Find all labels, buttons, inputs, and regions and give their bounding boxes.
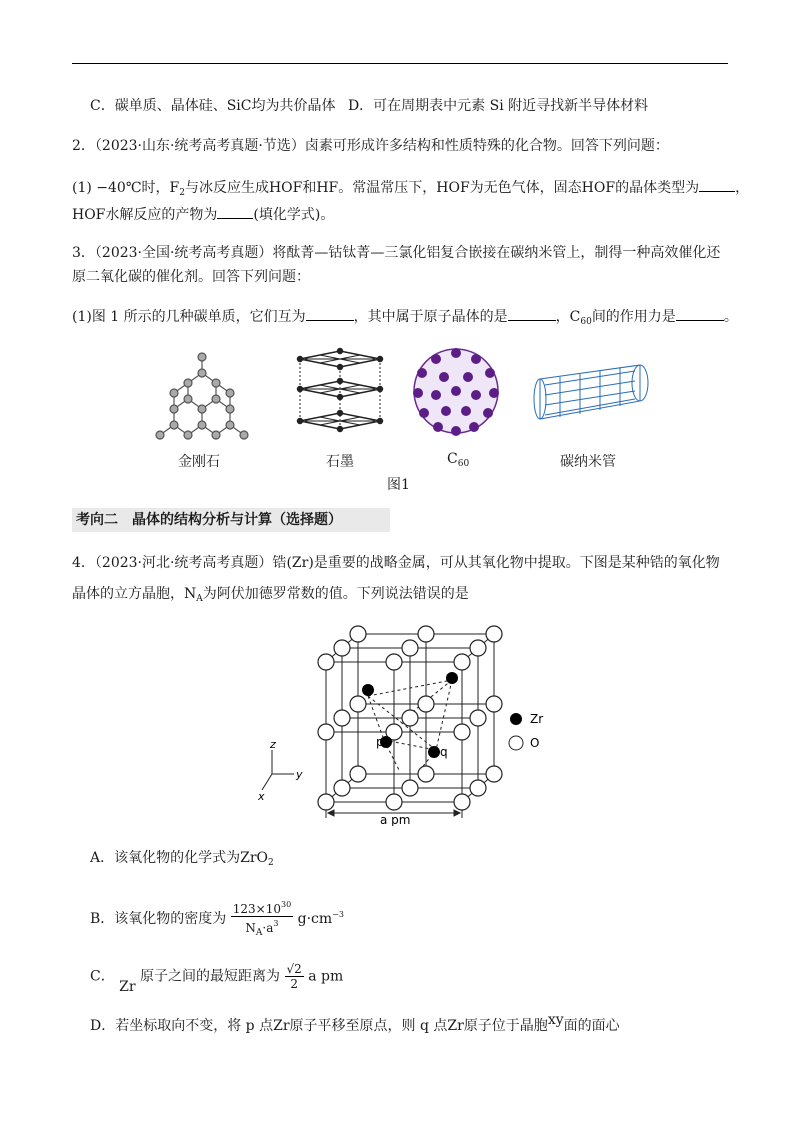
option-c-zr: Zr xyxy=(119,978,136,995)
q4-header-2b: 为阿伏加德罗常数的值。下列说法错误的是 xyxy=(202,586,469,602)
axis-x-label: x xyxy=(258,790,265,803)
q4-header-1b: 是重要的战略金属，可从其氧化物中提取。下图是某种锆的氧化物 xyxy=(313,555,720,571)
section-heading: 考向二 晶体的结构分析与计算（选择题） xyxy=(72,508,390,532)
q4-header-1 xyxy=(72,553,720,573)
q2-line1-end: ， xyxy=(735,180,750,196)
answer-blank[interactable] xyxy=(306,306,354,321)
q2-line2 xyxy=(72,204,334,225)
fig1-caption: 图1 xyxy=(387,477,410,493)
density-denominator-sub: A xyxy=(255,928,263,938)
answer-blank[interactable] xyxy=(508,306,556,321)
legend-zr-label: Zr xyxy=(530,712,544,726)
c60-formula: C xyxy=(569,309,581,325)
zro2-formula: ZrO xyxy=(240,850,269,866)
q4-header-2a: 晶体的立方晶胞， xyxy=(72,586,184,602)
f2-sub: 2 xyxy=(179,188,185,198)
q2-line1 xyxy=(72,177,749,203)
option-b[interactable] xyxy=(90,898,344,940)
dimension-label: a pm xyxy=(380,813,411,826)
q4-header-2 xyxy=(72,584,469,609)
f2-formula: F xyxy=(169,180,180,196)
density-unit: g·cm xyxy=(297,911,333,927)
density-numerator: 123×10 xyxy=(232,902,281,916)
zro2-sub: 2 xyxy=(268,858,274,868)
answer-blank[interactable] xyxy=(217,204,253,219)
option-b-text: B．该氧化物的密度为 xyxy=(90,911,227,927)
q3-line1-end: 。 xyxy=(723,309,738,325)
q1-options-line xyxy=(90,96,648,116)
q2-line2-b: (填化学式)。 xyxy=(253,207,335,223)
na-sub: A xyxy=(196,594,203,604)
density-unit-exp: −3 xyxy=(332,910,344,919)
distance-numerator: √2 xyxy=(286,962,302,976)
answer-blank[interactable] xyxy=(699,177,735,192)
figure-1-carbon-allotropes xyxy=(140,345,670,445)
q4-header-1a: 4．（2023·河北·统考高考真题）锆 xyxy=(72,555,287,571)
point-q-label: q xyxy=(440,745,448,759)
q3-header-1: 3．（2023·全国·统考高考真题）将酞菁—钴钛菁—三氯化铝复合嵌接在碳纳米管上，制得一种高效催化还 xyxy=(72,245,721,261)
axis-y-label: y xyxy=(296,768,303,781)
fig1-label-graphite: 石墨 xyxy=(326,454,354,470)
option-d-zr2: Zr xyxy=(447,1018,464,1034)
q2-header: 2．（2023·山东·统考高考真题·节选）卤素可形成许多结构和性质特殊的化合物。回答下列问题： xyxy=(72,138,669,154)
option-d[interactable] xyxy=(90,1012,620,1036)
header-rule xyxy=(72,63,728,64)
density-numerator-exp: 30 xyxy=(280,900,292,909)
fig1-c60-c: C xyxy=(447,451,458,467)
fig1-label-diamond: 金刚石 xyxy=(178,454,220,470)
q3-header-2: 原二氧化碳的催化剂。回答下列问题： xyxy=(72,269,310,285)
fig1-label-c60 xyxy=(447,451,469,469)
option-c-text: 原子之间的最短距离为 xyxy=(140,968,281,985)
option-a-text: A．该氧化物的化学式为 xyxy=(90,850,241,866)
diamond-structure-icon xyxy=(156,353,248,439)
density-fraction xyxy=(231,898,293,940)
option-d-xy: xy xyxy=(547,1012,564,1028)
legend-o-circle-icon xyxy=(509,736,523,750)
option-d-d: 面的面心 xyxy=(563,1018,620,1034)
zr-symbol: (Zr) xyxy=(286,555,314,571)
q1-option-d: D．可在周期表中元素 Si 附近寻找新半导体材料 xyxy=(347,98,649,114)
q1-option-c: C．碳单质、晶体硅、SiC均为共价晶体 xyxy=(90,98,336,114)
legend-zr-dot-icon xyxy=(510,713,522,725)
density-denominator: N xyxy=(245,921,256,935)
option-c-label: C． xyxy=(90,968,115,985)
distance-unit: a pm xyxy=(308,968,344,985)
q3-line1-a: (1)图 1 所示的几种碳单质，它们互为 xyxy=(72,309,306,325)
q3-line1-c: ， xyxy=(555,309,570,325)
option-a[interactable] xyxy=(90,848,274,873)
q3-line1 xyxy=(72,306,738,332)
option-d-c: 原子位于晶胞 xyxy=(463,1018,548,1034)
density-denominator-b: ·a xyxy=(262,921,274,935)
q2-line1-b: 与冰反应生成HOF和HF。常温常压下，HOF为无色气体，固态HOF的晶体类型为 xyxy=(184,180,700,196)
q3-line1-b: ，其中属于原子晶体的是 xyxy=(353,309,508,325)
carbon-nanotube-icon xyxy=(534,365,648,419)
option-d-zr1: Zr xyxy=(273,1018,290,1034)
density-denominator-exp: 3 xyxy=(273,919,279,928)
q2-line1-a: (1) −40℃时， xyxy=(72,180,170,196)
na-symbol: N xyxy=(184,586,197,602)
figure-2-zro2-unit-cell xyxy=(250,622,570,826)
graphite-structure-icon xyxy=(298,349,383,432)
c60-fullerene-icon xyxy=(413,348,499,436)
answer-blank[interactable] xyxy=(676,306,724,321)
q3-line1-d: 间的作用力是 xyxy=(591,309,676,325)
fig1-c60-sub: 60 xyxy=(457,459,470,469)
option-d-b: 原子平移至原点，则 q 点 xyxy=(289,1018,448,1034)
distance-fraction xyxy=(285,962,304,991)
distance-denominator: 2 xyxy=(290,977,298,991)
legend-o-label: O xyxy=(530,736,540,750)
axis-z-label: z xyxy=(270,738,276,751)
fig1-label-nanotube: 碳纳米管 xyxy=(560,454,616,470)
c60-sub: 60 xyxy=(580,317,592,327)
q2-line2-a: HOF水解反应的产物为 xyxy=(72,207,218,223)
option-d-a: D．若坐标取向不变，将 p 点 xyxy=(90,1018,274,1034)
point-p-label: p xyxy=(376,735,384,749)
option-c[interactable] xyxy=(90,962,344,995)
